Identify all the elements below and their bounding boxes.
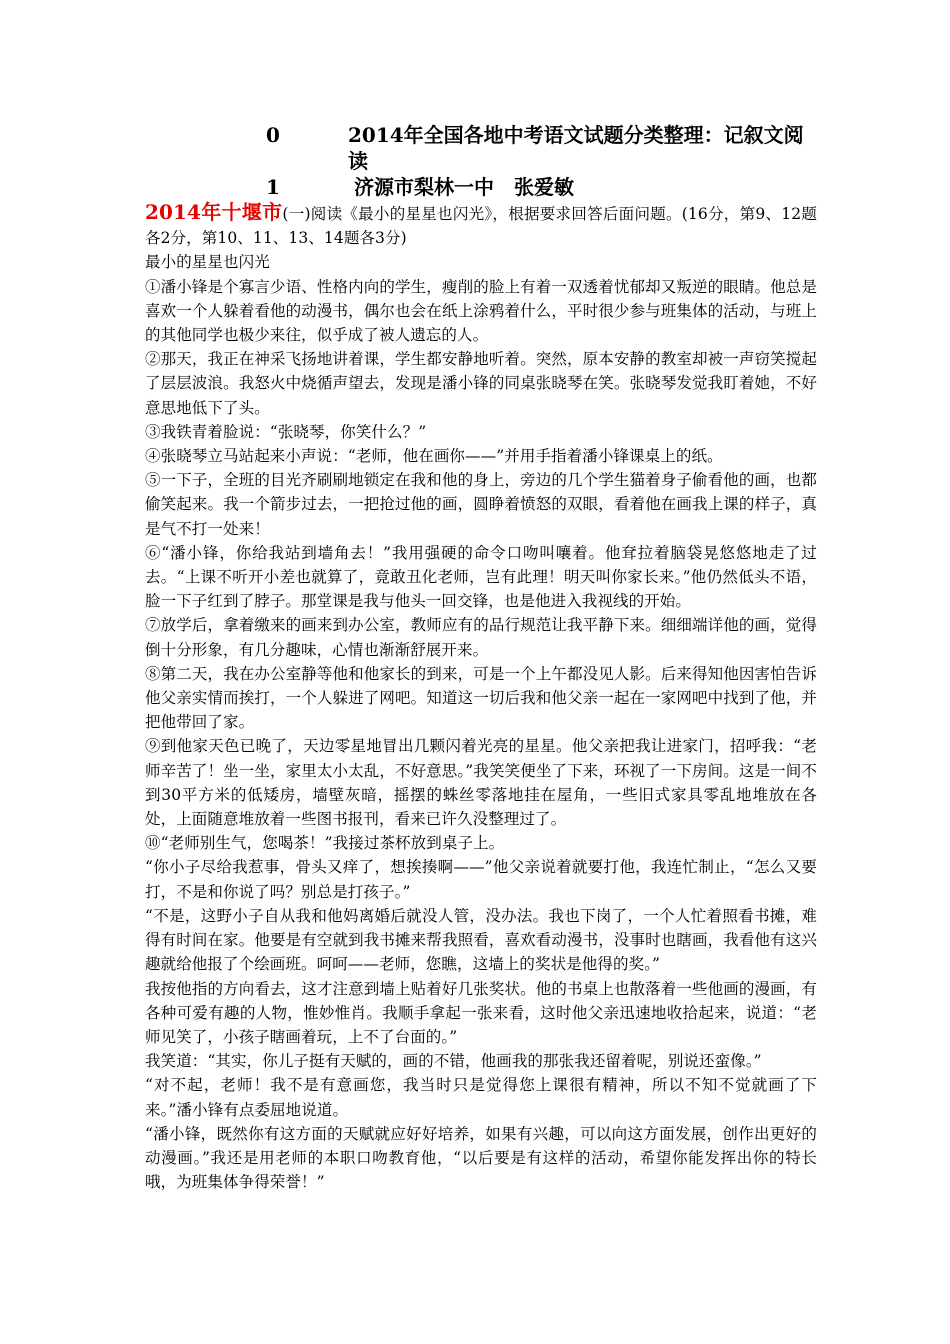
paragraph-10: ⑩“老师别生气，您喝茶！”我接过茶杯放到桌子上。 [145,834,505,853]
subtitle-number: 1 [266,175,280,199]
paragraph-16: “潘小锋，既然你有这方面的天赋就应好好培养，如果有兴趣，可以向这方面发展，创作出更好的动漫画。”我还是用老师的本职口吻教育他，“以后要是有这样的活动，希望你能发挥出你的特长哦，为班集体争得荣誉！” [145,1124,817,1192]
story-title: 最小的星星也闪光 [145,253,270,272]
paragraph-13: 我按他指的方向看去，这才注意到墙上贴着好几张奖状。他的书桌上也散落着一些他画的漫画，有各种可爱有趣的人物，惟妙惟肖。我顺手拿起一张来看，这时他父亲迅速地收拾起来，说道：“老师见笑了，小孩子瞎画着玩，上不了台面的。” [145,979,817,1046]
question-instruction: (一)阅读《最小的星星也闪光》，根据要求回答后面问题。(16分，第9、12题各2分，第10、11、13、14题各3分) [145,205,817,248]
document-title [0,122,950,200]
paragraph-9: ⑨到他家天色已晚了，天边零星地冒出几颗闪着光亮的星星。他父亲把我让进家门，招呼我：“老师辛苦了！坐一坐，家里太小太乱，不好意思。”我笑笑便坐了下来，环视了一下房间。这是一间不到30平方米的低矮房，墙壁灰暗，摇摆的蛛丝零落地挂在屋角，一些旧式家具零乱地堆放在各处，上面随意堆放着一些图书报刊，看来已许久没整理过了。 [145,737,817,829]
paragraph-12: “不是，这野小子自从我和他妈离婚后就没人管，没办法。我也下岗了，一个人忙着照看书摊，难得有时间在家。他要是有空就到我书摊来帮我照看，喜欢看动漫书，没事时也瞎画，我看他有这兴趣就给他报了个绘画班。呵呵——老师，您瞧，这墙上的奖状是他得的奖。” [145,906,817,974]
paragraph-15: “对不起，老师！我不是有意画您，我当时只是觉得您上课很有精神，所以不知不觉就画了下来。”潘小锋有点委屈地说道。 [145,1076,817,1119]
paragraph-7: ⑦放学后，拿着缴来的画来到办公室，教师应有的品行规范让我平静下来。细细端详他的画，觉得倒十分形象，有几分趣味，心情也渐渐舒展开来。 [145,616,817,659]
source-label: 2014年十堰市 [145,200,283,224]
paragraph-5: ⑤一下子，全班的目光齐刷刷地锁定在我和他的身上，旁边的几个学生猫着身子偷看他的画，也都偷笑起来。我一个箭步过去，一把抢过他的画，圆睁着愤怒的双眼，看着他在画我上课的样子，真是气不打一处来！ [145,471,817,538]
author-line: 济源市梨林一中 张爱敏 [354,175,574,199]
paragraph-4: ④张晓琴立马站起来小声说：“老师，他在画你——”并用手指着潘小锋课桌上的纸。 [145,447,723,466]
paragraph-8: ⑧第二天，我在办公室静等他和他家长的到来，可是一个上午都没见人影。后来得知他因害怕告诉他父亲实情而挨打，一个人躲进了网吧。知道这一切后我和他父亲一起在一家网吧中找到了他，并把他带回了家。 [145,664,817,732]
paragraph-11: “你小子尽给我惹事，骨头又痒了，想挨揍啊——”他父亲说着就要打他，我连忙制止，“怎么又要打，不是和你说了吗？别总是打孩子。” [145,858,817,901]
section-intro [145,200,817,250]
paragraph-2: ②那天，我正在神采飞扬地讲着课，学生都安静地听着。突然，原本安静的教室却被一声窃笑搅起了层层波浪。我怒火中烧循声望去，发现是潘小锋的同桌张晓琴在笑。张晓琴发觉我盯着她，不好意思地低下了头。 [145,350,817,417]
article-body [145,200,817,1194]
title-text: 2014年全国各地中考语文试题分类整理：记叙文阅读 [348,123,804,173]
paragraph-14: 我笑道：“其实，你儿子挺有天赋的，画的不错，他画我的那张我还留着呢，别说还蛮像。” [145,1052,762,1071]
title-number: 0 [266,123,280,147]
paragraph-3: ③我铁青着脸说：“张晓琴，你笑什么？” [145,422,427,441]
paragraph-1: ①潘小锋是个寡言少语、性格内向的学生，瘦削的脸上有着一双透着忧郁却又叛逆的眼睛。他总是喜欢一个人躲着看他的动漫书，偶尔也会在纸上涂鸦着什么，平时很少参与班集体的活动，与班上的其他同学也极少来往，似乎成了被人遗忘的人。 [145,277,817,345]
paragraph-6: ⑥“潘小锋，你给我站到墙角去！”我用强硬的命令口吻叫嚷着。他耷拉着脑袋晃悠悠地走了过去。“上课不听开小差也就算了，竟敢丑化老师，岂有此理！明天叫你家长来。”他仍然低头不语，脸一下子红到了脖子。那堂课是我与他头一回交锋，也是他进入我视线的开始。 [145,543,817,611]
